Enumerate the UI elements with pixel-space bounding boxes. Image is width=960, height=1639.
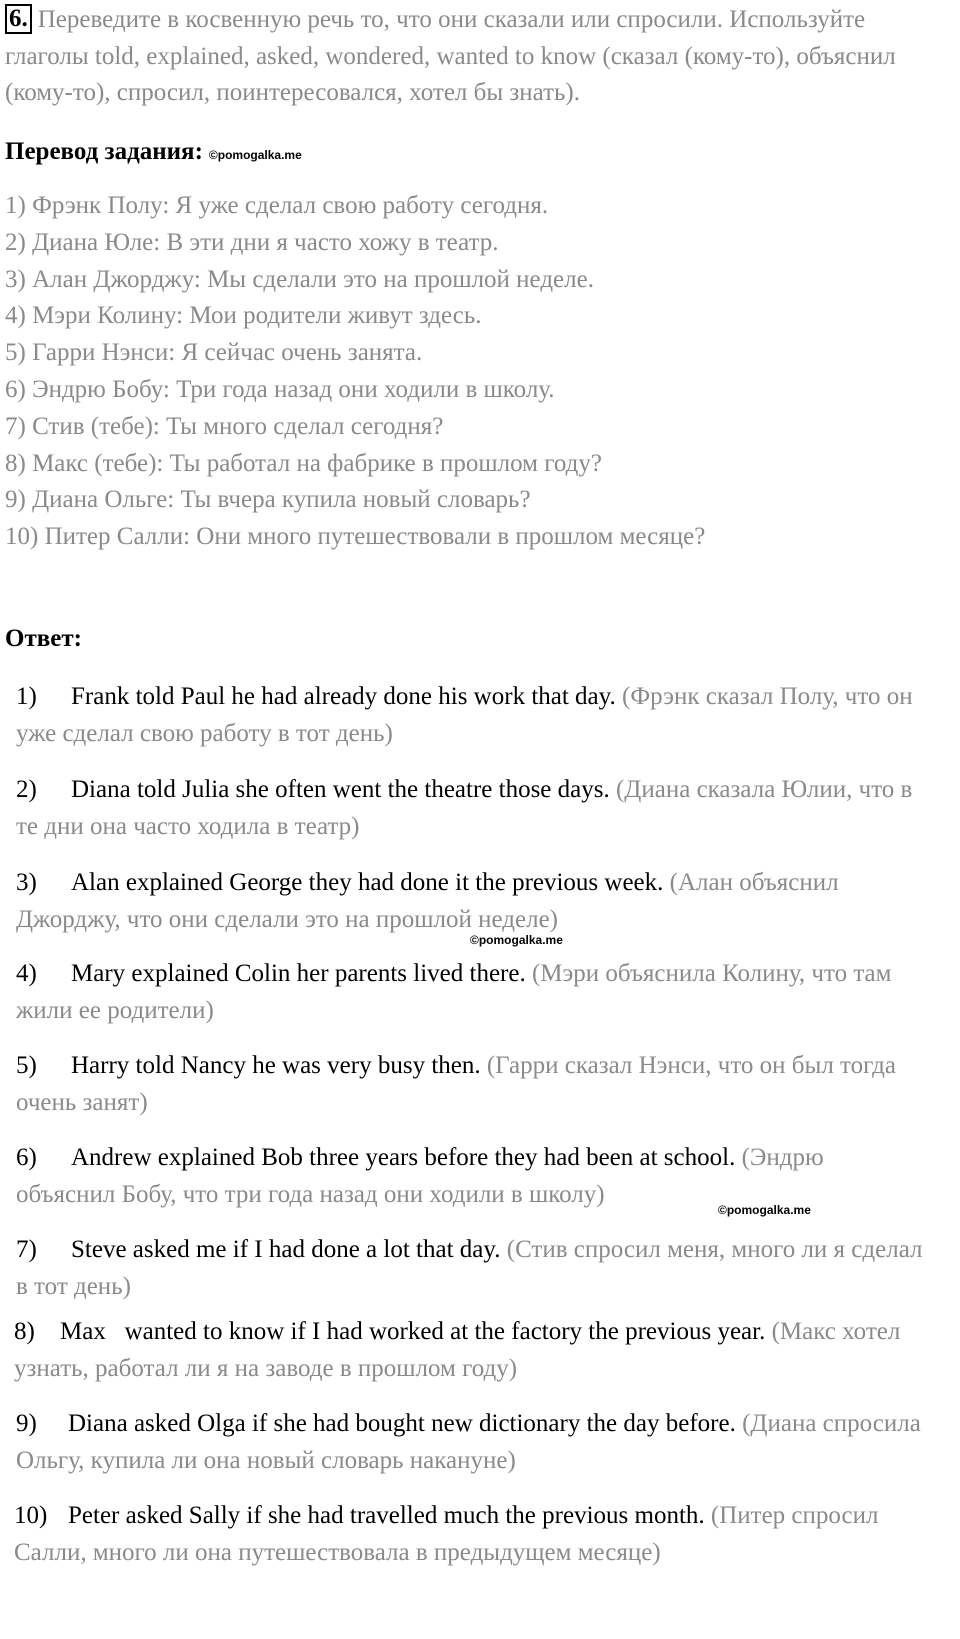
answer-russian: (Фрэнк сказал Полу, что он уже сделал свою работу в тот день): [16, 683, 913, 747]
watermark: ©pomogalka.me: [718, 1203, 811, 1217]
answer-number: 4): [16, 960, 37, 987]
answer-number: 8): [14, 1318, 35, 1345]
answer-english: Diana asked Olga if she had bought new dictionary the day before.: [68, 1410, 736, 1437]
answer-item-5: [16, 1047, 926, 1121]
answer-number: 2): [16, 776, 37, 803]
answer-number: 3): [16, 869, 37, 896]
translation-item-2: 2) Диана Юле: В эти дни я часто хожу в театр.: [5, 228, 499, 256]
answer-heading: Ответ:: [5, 625, 82, 652]
watermark: ©pomogalka.me: [208, 148, 302, 162]
answer-number: 7): [16, 1236, 37, 1263]
answer-item-10: [14, 1497, 924, 1571]
translation-item-9: 9) Диана Ольге: Ты вчера купила новый словарь?: [5, 486, 531, 514]
watermark: ©pomogalka.me: [470, 933, 563, 947]
answer-number: 10): [14, 1502, 48, 1529]
answer-number: 5): [16, 1052, 37, 1079]
answer-english: Mary explained Colin her parents lived there.: [71, 960, 526, 987]
translation-title: Перевод задания:: [5, 138, 203, 165]
translation-item-1: 1) Фрэнк Полу: Я уже сделал свою работу сегодня.: [5, 192, 549, 219]
answer-english: Max wanted to know if I had worked at the factory the previous year.: [60, 1318, 766, 1345]
answer-english: Diana told Julia she often went the theatre those days.: [71, 776, 610, 803]
answer-english: Harry told Nancy he was very busy then.: [71, 1052, 481, 1079]
answer-item-3: [16, 864, 926, 938]
translation-item-3: 3) Алан Джорджу: Мы сделали это на прошлой неделе.: [5, 265, 594, 293]
answer-english: Alan explained George they had done it the previous week.: [71, 869, 664, 896]
answer-russian: (Диана сказала Юлии, что в те дни она часто ходила в театр): [16, 776, 913, 840]
task-statement: [5, 2, 950, 112]
answer-item-1: [16, 678, 926, 752]
translation-item-6: 6) Эндрю Бобу: Три года назад они ходили в школу.: [5, 375, 555, 403]
translation-item-8: 8) Макс (тебе): Ты работал на фабрике в прошлом году?: [5, 449, 602, 477]
answer-english: Frank told Paul he had already done his work that day.: [71, 683, 616, 710]
answer-item-4: [16, 955, 926, 1029]
answer-russian: (Гарри сказал Нэнси, что он был тогда очень занят): [16, 1052, 896, 1116]
answer-russian: (Макс хотел узнать, работал ли я на заводе в прошлом году): [14, 1318, 901, 1382]
answer-item-6: [16, 1139, 926, 1213]
answer-item-7: [16, 1231, 926, 1305]
translation-heading: [5, 138, 302, 166]
task-text: Переведите в косвенную речь то, что они сказали или спросили. Используйте глаголы told, explained, asked, wondered, wanted to know (сказал (кому-то), объяснил (кому-то), спросил, поинтересовался, хотел бы знать).: [5, 6, 896, 106]
answer-russian: (Питер спросил Салли, много ли она путешествовала в предыдущем месяце): [14, 1502, 879, 1566]
translation-list: [5, 188, 705, 556]
answer-english: Steve asked me if I had done a lot that day.: [71, 1236, 501, 1263]
answer-russian: (Стив спросил меня, много ли я сделал в тот день): [16, 1236, 923, 1300]
translation-item-4: 4) Мэри Колину: Мои родители живут здесь.: [5, 302, 482, 330]
answer-russian: (Эндрю объяснил Бобу, что три года назад они ходили в школу): [16, 1144, 824, 1208]
answer-english: Andrew explained Bob three years before they had been at school.: [71, 1144, 736, 1171]
answer-number: 6): [16, 1144, 37, 1171]
answer-number: 9): [16, 1410, 37, 1437]
translation-item-7: 7) Стив (тебе): Ты много сделал сегодня?: [5, 412, 444, 440]
answer-english: Peter asked Sally if she had travelled much the previous month.: [68, 1502, 705, 1529]
translation-item-5: 5) Гарри Нэнси: Я сейчас очень занята.: [5, 339, 423, 367]
task-number: 6.: [5, 4, 32, 34]
answer-number: 1): [16, 683, 37, 710]
answer-item-9: [16, 1405, 926, 1479]
translation-item-10: 10) Питер Салли: Они много путешествовали в прошлом месяце?: [5, 523, 706, 551]
answer-russian: (Диана спросила Ольгу, купила ли она новый словарь накануне): [16, 1410, 921, 1474]
answer-item-2: [16, 771, 926, 845]
answer-item-8: [14, 1313, 924, 1387]
answer-russian: (Алан объяснил Джорджу, что они сделали это на прошлой неделе): [16, 869, 839, 933]
answer-russian: (Мэри объяснила Колину, что там жили ее родители): [16, 960, 892, 1024]
